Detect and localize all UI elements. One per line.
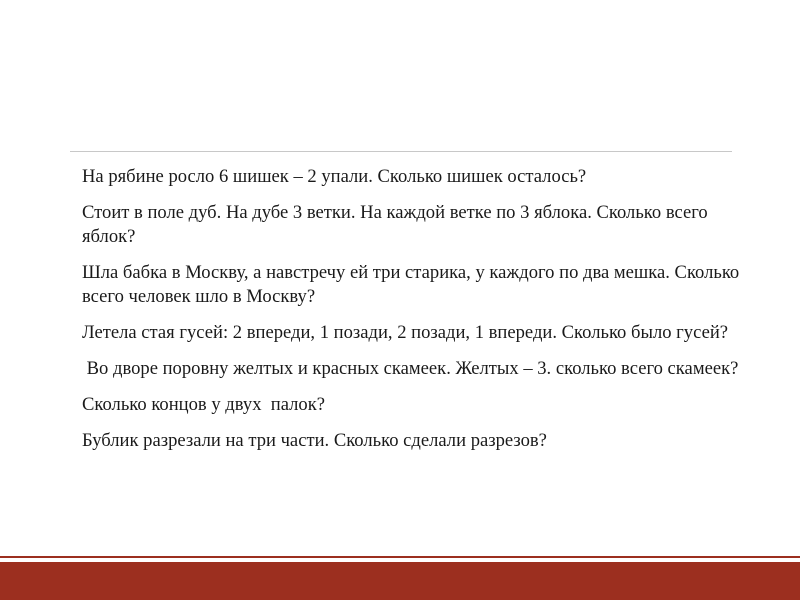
riddle-paragraph: Шла бабка в Москву, а навстречу ей три старика, у каждого по два мешка. Сколько всего человек шло в Москву? [82,262,744,307]
riddle-paragraph: На рябине росло 6 шишек – 2 упали. Сколько шишек осталось? [82,166,587,187]
riddle-paragraph: Летела стая гусей: 2 впереди, 1 позади, 2 позади, 1 впереди. Сколько было гусей? [82,322,729,343]
title-divider [70,151,732,152]
riddle-paragraph: Бублик разрезали на три части. Сколько сделали разрезов? [82,430,547,451]
riddle-list [82,165,742,465]
riddle-paragraph: Сколько концов у двух палок? [82,394,326,415]
footer-accent-line [0,556,800,558]
riddle-paragraph: Стоит в поле дуб. На дубе 3 ветки. На каждой ветке по 3 яблока. Сколько всего яблок? [82,202,713,247]
riddle-paragraph: Во дворе поровну желтых и красных скамеек. Желтых – 3. сколько всего скамеек? [82,358,739,379]
footer-accent-band [0,562,800,600]
